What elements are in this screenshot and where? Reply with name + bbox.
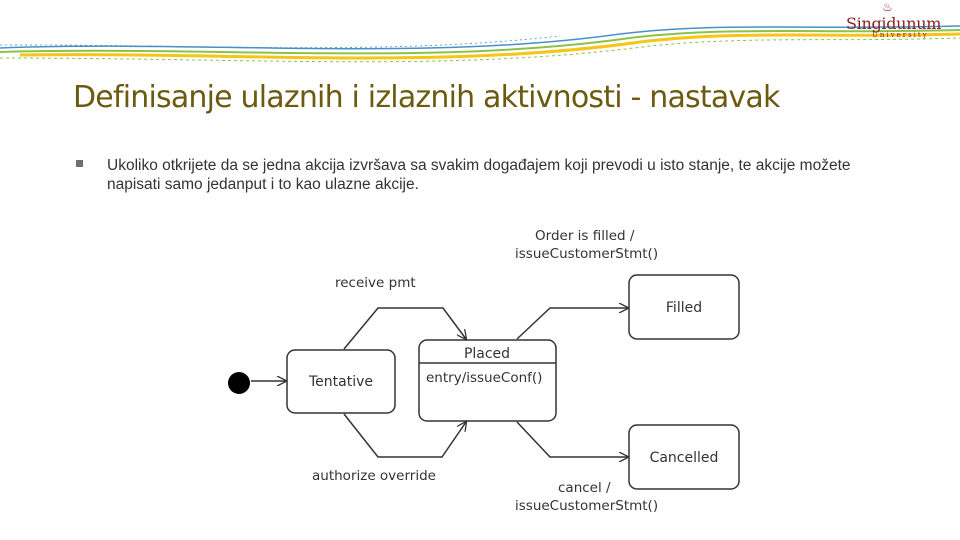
initial-state-dot: [228, 372, 250, 394]
torch-icon: ♨: [882, 0, 893, 14]
logo-subtitle: University: [872, 31, 929, 39]
state-placed-label: Placed: [463, 346, 511, 362]
slide-title: Definisanje ulaznih i izlaznih aktivnosti - nastavak: [73, 80, 780, 115]
transition-cancel-label-1: cancel /: [558, 480, 611, 496]
state-cancelled-label: Cancelled: [649, 450, 719, 466]
state-filled-label: Filled: [665, 300, 703, 316]
transition-filled-label-2: issueCustomerStmt(): [515, 246, 659, 262]
transition-receive-pmt-label: receive pmt: [335, 275, 416, 291]
state-tentative-label: Tentative: [308, 374, 374, 390]
transition-cancel-label-2: issueCustomerStmt(): [515, 498, 659, 514]
state-placed-entry: entry/issueConf(): [426, 370, 543, 386]
logo-name: Singidunum: [846, 14, 942, 33]
transition-order-filled: [517, 308, 628, 339]
transition-filled-label-1: Order is filled /: [535, 228, 635, 244]
state-diagram: [220, 215, 760, 525]
header-swoosh: [0, 0, 960, 80]
bullet-square-icon: [76, 160, 83, 167]
transition-authorize-label: authorize override: [312, 468, 436, 484]
transition-cancel: [517, 422, 628, 457]
bullet-text: Ukoliko otkrijete da se jedna akcija izvršava sa svakim događajem koji prevodi u isto stanje, te akcije možete napisati samo jedanput i to kao ulazne akcije.: [107, 157, 851, 193]
